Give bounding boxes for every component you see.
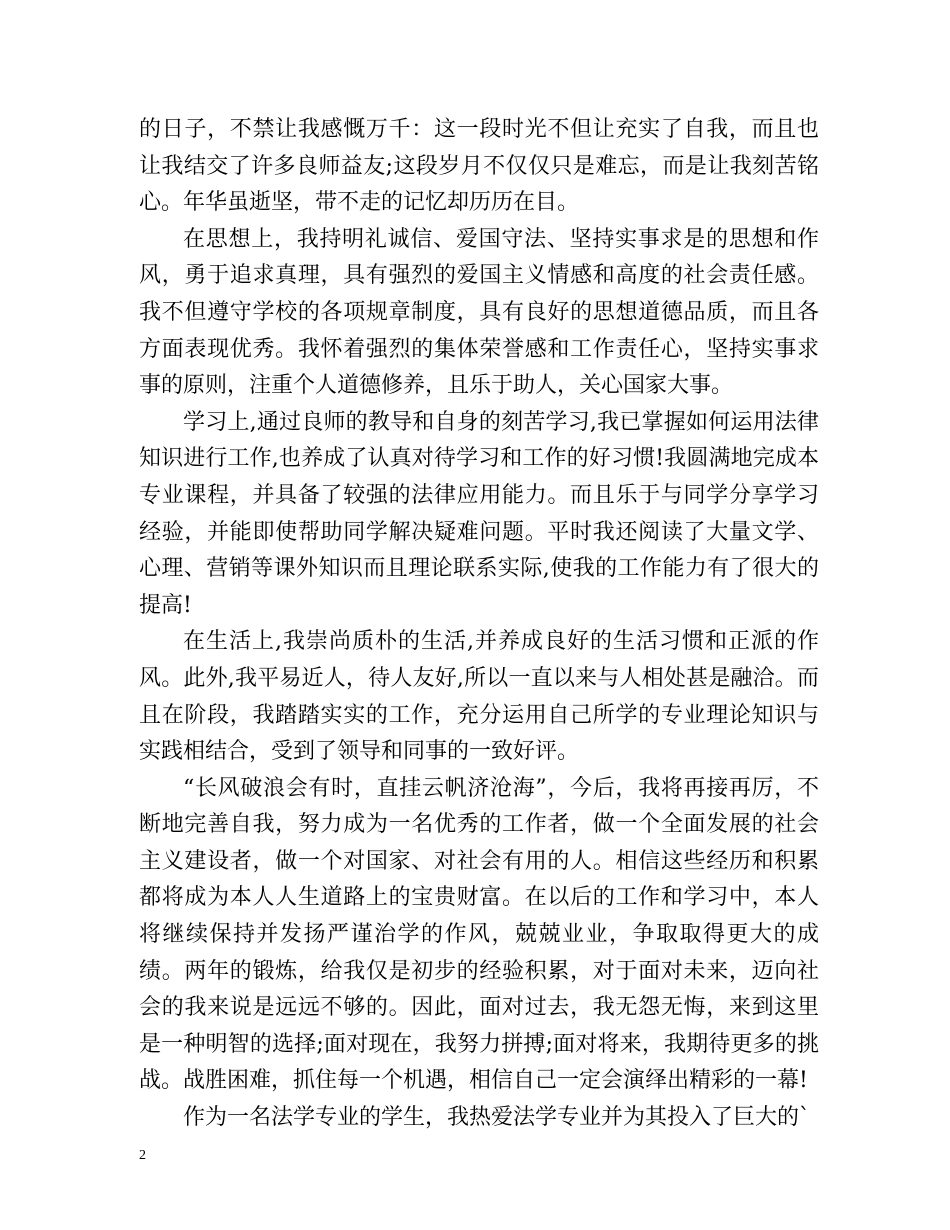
paragraph-continuation: 的日子，不禁让我感慨万千：这一段时光不但让充实了自我，而且也让我结交了许多良师益友;这段岁月不仅仅只是难忘，而是让我刻苦铭心。年华虽逝坚，带不走的记忆却历历在目。 [139,117,819,216]
page-number: 2 [139,1148,146,1163]
paragraph-life: 在生活上,我崇尚质朴的生活,并养成良好的生活习惯和正派的作风。此外,我平易近人，待人友好,所以一直以来与人相处甚是融洽。而且在阶段，我踏踏实实的工作，充分运用自己所学的专业理论知识与实践相结合，受到了领导和同事的一致好评。 [139,629,819,765]
paragraph-study: 学习上,通过良师的教导和自身的刻苦学习,我已掌握如何运用法律知识进行工作,也养成了认真对待学习和工作的好习惯!我圆满地完成本专业课程，并具备了较强的法律应用能力。而且乐于与同学分享学习经验，并能即使帮助同学解决疑难问题。平时我还阅读了大量文学、心理、营销等课外知识而且理论联系实际,使我的工作能力有了很大的提高! [139,409,819,618]
paragraph-major: 作为一名法学专业的学生，我热爱法学专业并为其投入了巨大的` [183,1105,811,1131]
paragraph-future: “长风破浪会有时，直挂云帆济沧海”，今后，我将再接再厉，不断地完善自我，努力成为一名优秀的工作者，做一个全面发展的社会主义建设者，做一个对国家、对社会有用的人。相信这些经历和积累都将成为本人人生道路上的宝贵财富。在以后的工作和学习中，本人将继续保持并发扬严谨治学的作风，兢兢业业，争取取得更大的成绩。两年的锻炼，给我仅是初步的经验积累，对于面对未来，迈向社会的我来说是远远不够的。因此，面对过去，我无怨无悔，来到这里是一种明智的选择;面对现在，我努力拼搏;面对将来，我期待更多的挑战。战胜困难，抓住每一个机遇，相信自己一定会演绎出精彩的一幕! [139,775,819,1094]
document-body [139,112,819,1137]
paragraph-ideology: 在思想上，我持明礼诚信、爱国守法、坚持实事求是的思想和作风，勇于追求真理，具有强烈的爱国主义情感和高度的社会责任感。我不但遵守学校的各项规章制度，具有良好的思想道德品质，而且各方面表现优秀。我怀着强烈的集体荣誉感和工作责任心，坚持实事求事的原则，注重个人道德修养，且乐于助人，关心国家大事。 [139,226,819,399]
